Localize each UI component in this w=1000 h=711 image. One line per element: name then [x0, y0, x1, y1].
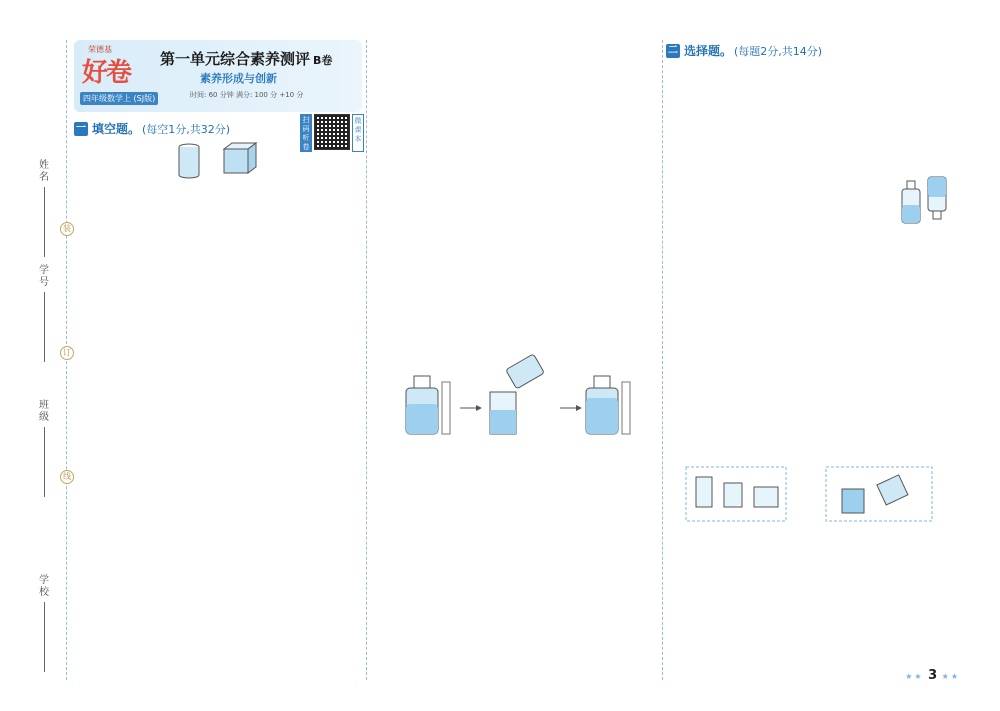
cylinder-cube-figure	[74, 141, 362, 187]
page-title: 第一单元综合素养测评 B卷	[160, 50, 333, 68]
binding-line	[66, 40, 67, 680]
section-2-heading: 二 选择题。 (每题2分,共14分)	[668, 44, 823, 58]
binding-mark-2: 订	[60, 346, 74, 360]
column-1	[74, 40, 362, 691]
fraction-row	[74, 191, 362, 215]
three-cups-figure	[666, 465, 956, 523]
bottle-pour-figure	[370, 352, 658, 440]
grade-tag: 四年级数学上 (SJ版)	[80, 92, 158, 105]
stars-left: ★★	[905, 672, 924, 681]
test-meta: 时间: 60 分钟 满分: 100 分 +10 分	[190, 91, 304, 99]
column-2	[370, 40, 658, 691]
school-field: 学校	[36, 575, 52, 672]
page-number: ★★ 3 ★★	[905, 668, 960, 683]
class-field: 班级	[36, 400, 52, 497]
column-divider-2	[662, 40, 663, 680]
binding-mark-1: 装	[60, 222, 74, 236]
column-divider-1	[366, 40, 367, 680]
binding-margin	[0, 0, 70, 711]
header-banner	[74, 40, 362, 112]
student-number-field: 学号	[36, 265, 52, 362]
binding-mark-3: 线	[60, 470, 74, 484]
qr-label-right: 微课本	[352, 114, 364, 152]
page-subtitle: 素养形成与创新	[200, 72, 277, 85]
qr-label-left: 扫码听卷	[300, 114, 312, 152]
stars-right: ★★	[941, 672, 960, 681]
brand-top: 荣德基	[88, 45, 112, 54]
bottles-figure	[666, 171, 956, 225]
logo: 好卷	[82, 58, 131, 88]
column-3	[666, 40, 956, 691]
section-1-heading: 一 填空题。 (每空1分,共32分)	[76, 122, 231, 136]
name-field: 姓名	[36, 160, 52, 257]
